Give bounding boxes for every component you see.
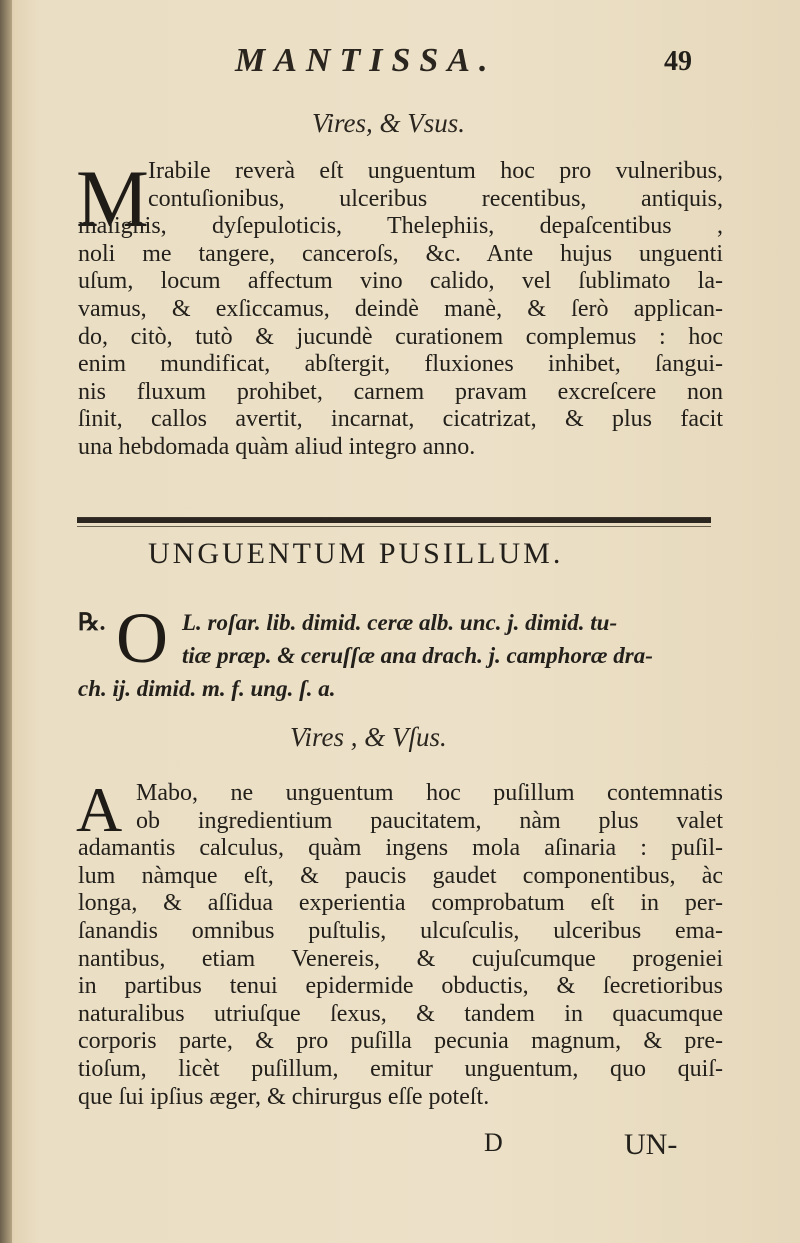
text-line: naturalibus utriuſque ſexus, & tandem in quacumque (78, 1000, 723, 1027)
text-line: vamus, & exſiccamus, deindè manè, & ſerò applican- (78, 295, 723, 322)
text-line: nis fluxum prohibet, carnem pravam excreſcere non (78, 378, 723, 405)
text-line: Irabile reverà eſt unguentum hoc pro vulneribus, (148, 158, 723, 184)
text-line: nantibus, etiam Venereis, & cujuſcumque progeniei (78, 945, 723, 972)
section1-subhead: Vires, & Vsus. (312, 108, 465, 138)
text-line: contuſionibus, ulceribus recentibus, antiquis, (148, 185, 723, 212)
text-line: que ſui ipſius æger, & chirurgus eſſe poteſt. (78, 1083, 490, 1110)
text-line: enim mundificat, abſtergit, fluxiones inhibet, ſangui- (78, 351, 723, 378)
text-line: uſum, locum affectum vino calido, vel ſublimato la- (78, 268, 723, 295)
recipe-line: L. roſar. lib. dimid. ceræ alb. unc. j. dimid. tu- (182, 610, 618, 635)
recipe-text (78, 606, 728, 705)
text-line: malignis, dyſepuloticis, Thelephiis, depaſcentibus , (78, 213, 723, 240)
text-line: corporis parte, & pro puſilla pecunia magnum, & pre- (78, 1028, 723, 1055)
section-divider-thin (77, 526, 711, 527)
text-line: ſinit, callos avertit, incarnat, cicatrizat, & plus facit (78, 406, 723, 433)
section2-subhead: Vires , & Vſus. (290, 722, 447, 752)
text-line: longa, & aſſidua experientia comprobatum eſt in per- (78, 890, 723, 917)
text-line: una hebdomada quàm aliud integro anno. (78, 433, 476, 460)
section2-title: UNGUENTUM PUSILLUM. (148, 537, 564, 570)
recipe-symbol: ℞. (78, 610, 106, 636)
text-line: Mabo, ne unguentum hoc puſillum contemnatis (136, 780, 723, 806)
text-line: in partibus tenui epidermide obductis, & ſecretioribus (78, 973, 723, 1000)
catchword: UN- (624, 1128, 678, 1161)
recipe-line: tiæ præp. & ceruſſæ ana drach. j. camphoræ dra- (182, 643, 653, 668)
text-line: do, citò, tutò & jucundè curationem complemus : hoc (78, 323, 723, 350)
text-line: tioſum, licèt puſillum, emitur unguentum, quo quiſ- (78, 1055, 723, 1082)
text-line: ſanandis omnibus puſtulis, ulcuſculis, ulceribus ema- (78, 917, 723, 944)
text-line: adamantis calculus, quàm ingens mola aſinaria : puſil- (78, 835, 723, 862)
page-gutter (0, 0, 12, 1243)
section2-text (76, 774, 723, 1111)
recipe-drop-cap: O (116, 598, 168, 678)
section1-drop-cap: M (76, 153, 149, 244)
text-line: noli me tangere, canceroſs, &c. Ante hujus unguenti (78, 240, 723, 267)
page-number: 49 (664, 46, 692, 77)
recipe-line: ch. ij. dimid. m. f. ung. ſ. a. (78, 676, 336, 701)
section-divider (77, 517, 711, 523)
text-line: lum nàmque eſt, & paucis gaudet componentibus, àc (78, 862, 723, 889)
text-line: ob ingredientium paucitatem, nàm plus valet (136, 807, 723, 834)
section1-text (76, 153, 723, 462)
signature-mark: D (484, 1128, 503, 1157)
section2-drop-cap: A (76, 774, 123, 845)
running-header: MANTISSA. (235, 42, 497, 79)
